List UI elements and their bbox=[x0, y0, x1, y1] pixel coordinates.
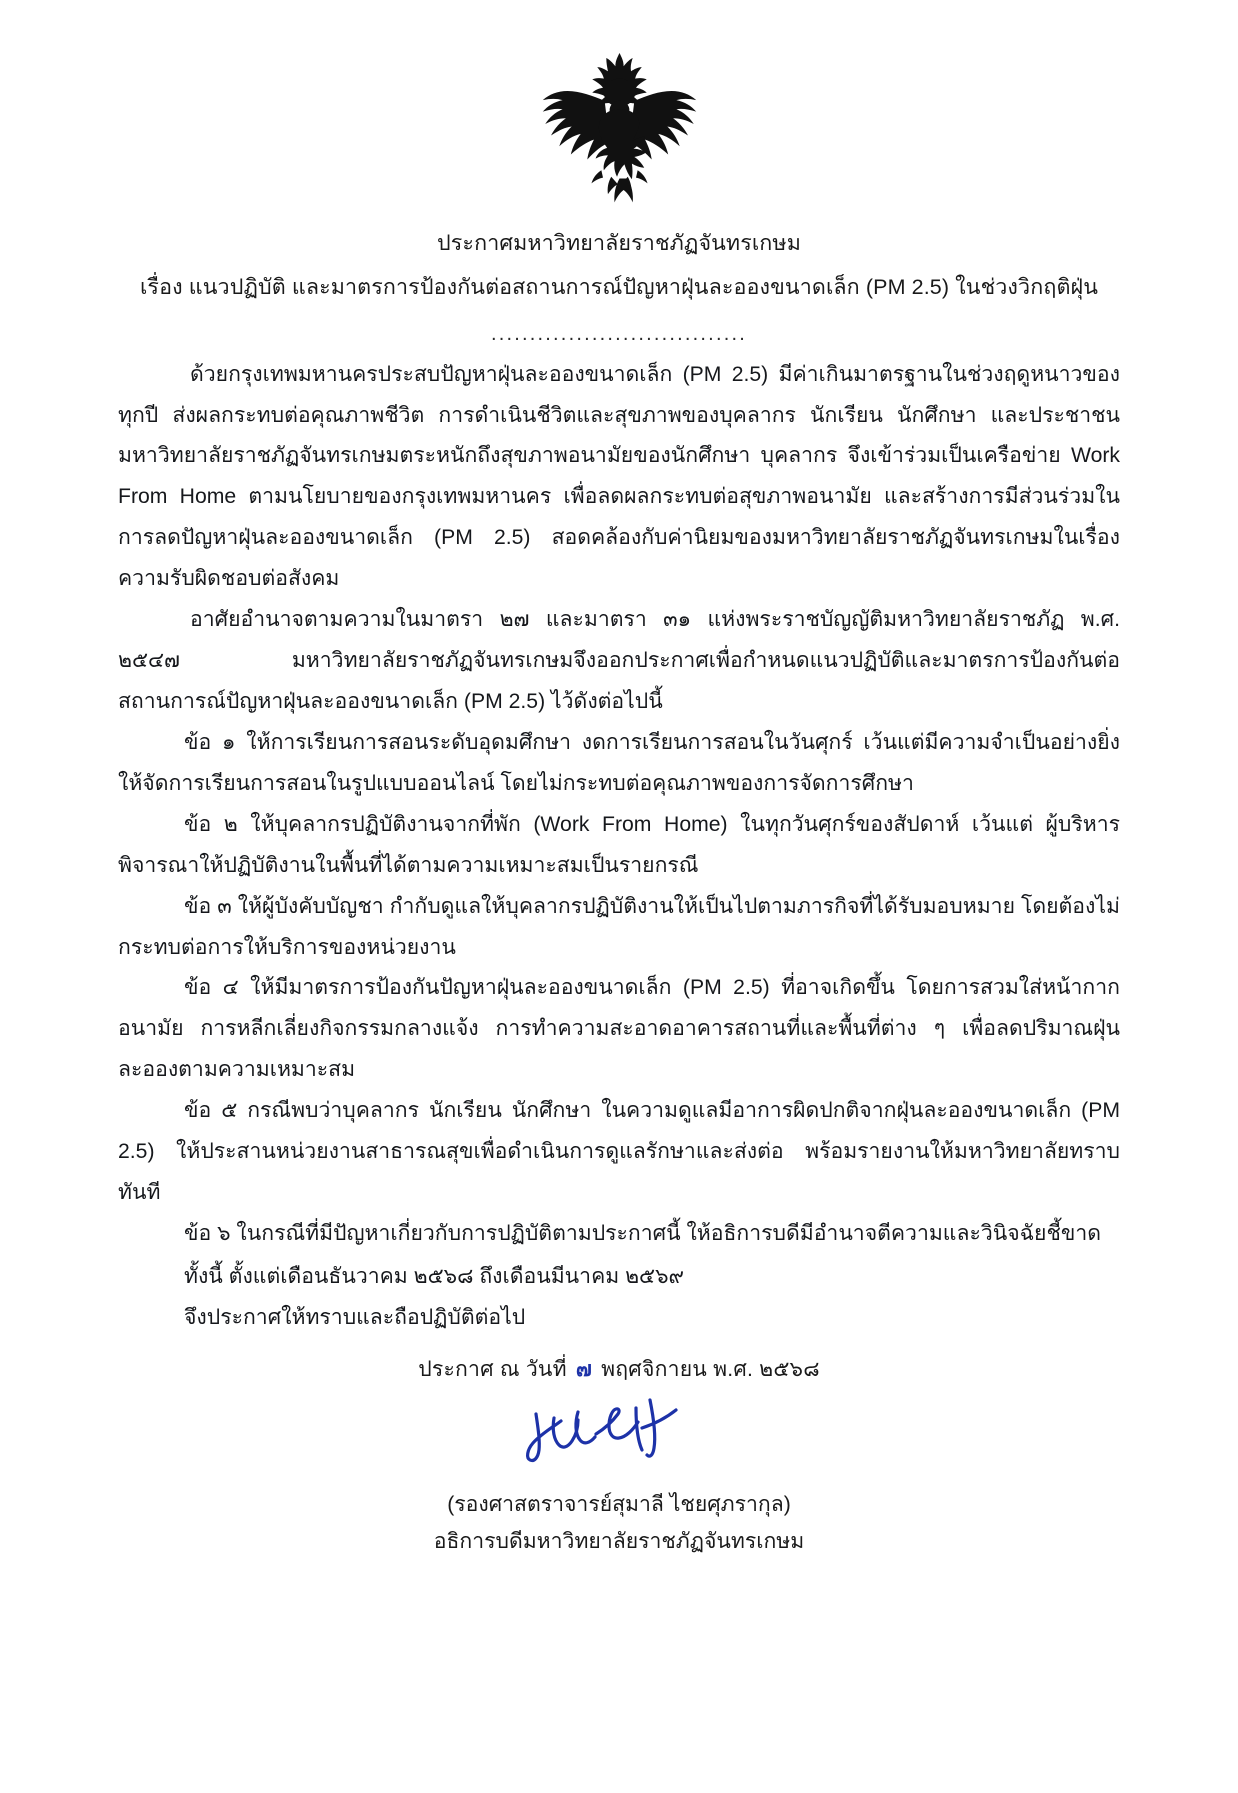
handwritten-signature bbox=[524, 1394, 714, 1472]
signer-title: อธิการบดีมหาวิทยาลัยราชภัฏจันทรเกษม bbox=[433, 1529, 805, 1553]
paragraph-clause-6: ข้อ ๖ ในกรณีที่มีปัญหาเกี่ยวกับการปฏิบัติตามประกาศนี้ ให้อธิการบดีมีอำนาจตีความและวินิจฉัยชี้ขาด bbox=[184, 1221, 1101, 1245]
paragraph-clause-3: ข้อ ๓ ให้ผู้บังคับบัญชา กำกับดูแลให้บุคลากรปฏิบัติงานให้เป็นไปตามภารกิจที่ได้รับมอบหมาย โดยต้องไม่กระทบต่อการให้บริการของหน่วยงาน bbox=[118, 894, 1120, 959]
paragraph-clause-5: ข้อ ๕ กรณีพบว่าบุคลากร นักเรียน นักศึกษา ในความดูแลมีอาการผิดปกติจากฝุ่นละอองขนาดเล็ก (PM 2.5) ให้ประสานหน่วยงานสาธารณสุขเพื่อดำเนินการดูแลรักษาและส่งต่อ พร้อมรายงานให้มหาวิทยาลัยทราบทันที bbox=[118, 1099, 1120, 1205]
paragraph-clause-4: ข้อ ๔ ให้มีมาตรการป้องกันปัญหาฝุ่นละอองขนาดเล็ก (PM 2.5) ที่อาจเกิดขึ้น โดยการสวมใส่หน้ากากอนามัย การหลีกเลี่ยงกิจกรรมกลางแจ้ง การทำความสะอาดอาคารสถานที่และพื้นที่ต่าง ๆ เพื่อลดปริมาณฝุ่นละอองตามความเหมาะสม bbox=[118, 976, 1120, 1082]
document-heading bbox=[118, 227, 1120, 305]
heading-separator: ................................. bbox=[491, 322, 747, 345]
heading-line-2: เรื่อง แนวปฏิบัติ และมาตรการป้องกันต่อสถานการณ์ปัญหาฝุ่นละอองขนาดเล็ก (PM 2.5) ในช่วงวิกฤติฝุ่น bbox=[139, 275, 1098, 300]
date-suffix: พฤศจิกายน พ.ศ. ๒๕๖๘ bbox=[601, 1357, 820, 1381]
date-day-handwritten: ๗ bbox=[575, 1357, 593, 1381]
paragraph-clause-2: ข้อ ๒ ให้บุคลากรปฏิบัติงานจากที่พัก (Work From Home) ในทุกวันศุกร์ของสัปดาห์ เว้นแต่ ผู้บริหารพิจารณาให้ปฏิบัติงานในพื้นที่ได้ตามความเหมาะสมเป็นรายกรณี bbox=[118, 812, 1120, 877]
heading-line-1: ประกาศมหาวิทยาลัยราชภัฏจันทรเกษม bbox=[437, 231, 801, 255]
garuda-emblem bbox=[537, 46, 702, 216]
document-body bbox=[118, 355, 1120, 1339]
effective-period: ทั้งนี้ ตั้งแต่เดือนธันวาคม ๒๕๖๘ ถึงเดือนมีนาคม ๒๕๖๙ bbox=[184, 1264, 685, 1288]
date-line bbox=[118, 1353, 1120, 1386]
emblem-container bbox=[118, 46, 1120, 221]
acknowledge-line: จึงประกาศให้ทราบและถือปฏิบัติต่อไป bbox=[184, 1305, 526, 1329]
date-prefix: ประกาศ ณ วันที่ bbox=[418, 1357, 567, 1381]
paragraph-clause-1: ข้อ ๑ ให้การเรียนการสอนระดับอุดมศึกษา งดการเรียนการสอนในวันศุกร์ เว้นแต่มีความจำเป็นอย่างยิ่ง ให้จัดการเรียนการสอนในรูปแบบออนไลน์ โดยไม่กระทบต่อคุณภาพของการจัดการศึกษา bbox=[118, 730, 1120, 795]
paragraph-intro-1: ด้วยกรุงเทพมหานครประสบปัญหาฝุ่นละอองขนาดเล็ก (PM 2.5) มีค่าเกินมาตรฐานในช่วงฤดูหนาวของทุกปี ส่งผลกระทบต่อคุณภาพชีวิต การดำเนินชีวิตและสุขภาพของบุคลากร นักเรียน นักศึกษา และประชาชน มหาวิทยาลัยราชภัฏจันทรเกษมตระหนักถึงสุขภาพอนามัยของนักศึกษา บุคลากร จึงเข้าร่วมเป็นเครือข่าย Work From Home ตามนโยบายของกรุงเทพมหานคร เพื่อลดผลกระทบต่อสุขภาพอนามัย และสร้างการมีส่วนร่วมในการลดปัญหาฝุ่นละอองขนาดเล็ก (PM 2.5) สอดคล้องกับค่านิยมของมหาวิทยาลัยราชภัฏจันทรเกษมในเรื่องความรับผิดชอบต่อสังคม bbox=[118, 362, 1120, 591]
paragraph-intro-2: อาศัยอำนาจตามความในมาตรา ๒๗ และมาตรา ๓๑ แห่งพระราชบัญญัติมหาวิทยาลัยราชภัฏ พ.ศ. ๒๕๔๗ มหาวิทยาลัยราชภัฏจันทรเกษมจึงออกประกาศเพื่อกำหนดแนวปฏิบัติและมาตรการป้องกันต่อสถานการณ์ปัญหาฝุ่นละอองขนาดเล็ก (PM 2.5) ไว้ดังต่อไปนี้ bbox=[118, 608, 1120, 713]
signature-area bbox=[118, 1394, 1120, 1486]
closing-block bbox=[118, 1257, 1120, 1339]
signer-name: (รองศาสตราจารย์สุมาลี ไชยศุภรากุล) bbox=[447, 1492, 791, 1516]
